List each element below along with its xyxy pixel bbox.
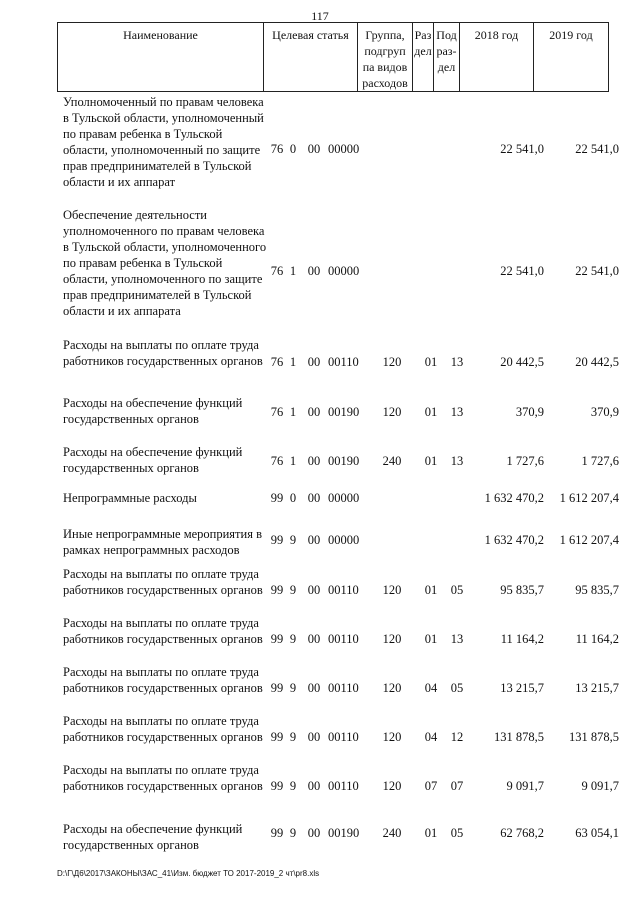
row-razdel: 01 xyxy=(424,405,438,419)
row-code-part-4: 00110 xyxy=(328,632,359,646)
row-razdel: 01 xyxy=(424,632,438,646)
row-value-2019: 22 541,0 xyxy=(575,264,619,278)
row-value-2018: 22 541,0 xyxy=(500,142,544,156)
row-value-2019: 20 442,5 xyxy=(575,355,619,369)
row-value-2018: 1 727,6 xyxy=(506,454,544,468)
row-value-2019: 1 612 207,4 xyxy=(559,533,619,547)
row-name: Расходы на выплаты по оплате труда работников государственных органов xyxy=(63,616,263,646)
page-number: 117 xyxy=(311,9,329,23)
header-razdel-line: дел xyxy=(414,44,432,58)
row-podrazdel: 12 xyxy=(450,730,464,744)
row-value-2019: 13 215,7 xyxy=(575,681,619,695)
row-razdel: 04 xyxy=(424,730,438,744)
table-header xyxy=(57,22,609,92)
row-code-part-4: 00000 xyxy=(328,491,360,505)
row-code-part-3: 00 xyxy=(307,405,321,419)
row-code-part-2: 9 xyxy=(289,632,297,646)
row-name: Иные непрограммные мероприятия в рамках непрограммных расходов xyxy=(63,527,262,557)
row-code-part-1: 99 xyxy=(270,632,284,646)
row-value-2018: 95 835,7 xyxy=(500,583,544,597)
header-podrazdel xyxy=(434,23,460,92)
row-name: Расходы на обеспечение функций государственных органов xyxy=(63,822,243,852)
row-name: Расходы на обеспечение функций государственных органов xyxy=(63,396,243,426)
row-group: 120 xyxy=(382,779,402,793)
file-path-footer: D:\Г\Д6\2017\ЗАКОНЫ\ЗАС_41\Изм. бюджет ТО 2017-2019_2 чт\pr8.xls xyxy=(57,869,320,878)
header-podrazdel-line: раз- xyxy=(436,44,457,58)
row-name: Непрограммные расходы xyxy=(63,491,197,505)
header-target-article: Целевая статья xyxy=(264,23,358,92)
row-code-part-2: 0 xyxy=(289,491,297,505)
row-value-2018: 1 632 470,2 xyxy=(484,491,544,505)
row-code-part-4: 00110 xyxy=(328,730,359,744)
row-code-part-3: 00 xyxy=(307,583,321,597)
row-name: Обеспечение деятельности уполномоченного по правам человека в Тульской области, уполномоченного по правам ребенка в Тульской области, уполномоченного по защите прав предпринимателей в Тульской области и их аппарата xyxy=(63,208,267,318)
row-podrazdel: 07 xyxy=(450,779,464,793)
row-value-2018: 9 091,7 xyxy=(506,779,544,793)
row-code-part-4: 00190 xyxy=(328,454,360,468)
header-group-line: па видов xyxy=(362,60,408,74)
row-value-2019: 9 091,7 xyxy=(581,779,619,793)
header-group-line: Группа, xyxy=(365,28,405,42)
row-value-2018: 20 442,5 xyxy=(500,355,544,369)
row-razdel: 01 xyxy=(424,355,438,369)
row-value-2018: 22 541,0 xyxy=(500,264,544,278)
header-podrazdel-line: дел xyxy=(437,60,456,74)
row-code-part-4: 00110 xyxy=(328,355,359,369)
header-name: Наименование xyxy=(58,23,264,92)
row-value-2019: 1 612 207,4 xyxy=(559,491,619,505)
row-code-part-2: 9 xyxy=(289,681,297,695)
row-code-part-3: 00 xyxy=(307,355,321,369)
row-code-part-4: 00000 xyxy=(328,533,360,547)
row-value-2019: 95 835,7 xyxy=(575,583,619,597)
row-name: Расходы на выплаты по оплате труда работников государственных органов xyxy=(63,338,263,368)
row-podrazdel: 13 xyxy=(450,454,464,468)
row-code-part-1: 76 xyxy=(270,264,284,278)
row-group: 240 xyxy=(382,454,402,468)
row-code-part-4: 00000 xyxy=(328,142,360,156)
row-razdel: 04 xyxy=(424,681,438,695)
row-value-2018: 62 768,2 xyxy=(500,826,544,840)
row-code-part-2: 9 xyxy=(289,779,297,793)
row-podrazdel: 05 xyxy=(450,583,464,597)
row-name: Расходы на обеспечение функций государственных органов xyxy=(63,445,243,475)
row-code-part-1: 76 xyxy=(270,355,284,369)
row-code-part-3: 00 xyxy=(307,681,321,695)
row-code-part-2: 1 xyxy=(289,454,297,468)
row-group: 120 xyxy=(382,632,402,646)
row-podrazdel: 13 xyxy=(450,355,464,369)
row-code-part-3: 00 xyxy=(307,264,321,278)
row-group: 120 xyxy=(382,355,402,369)
row-code-part-1: 99 xyxy=(270,681,284,695)
row-group: 120 xyxy=(382,583,402,597)
row-code-part-2: 0 xyxy=(289,142,297,156)
row-value-2019: 370,9 xyxy=(590,405,619,419)
row-name: Расходы на выплаты по оплате труда работников государственных органов xyxy=(63,665,263,695)
row-name: Расходы на выплаты по оплате труда работников государственных органов xyxy=(63,763,263,793)
row-code-part-3: 00 xyxy=(307,142,321,156)
row-value-2019: 22 541,0 xyxy=(575,142,619,156)
row-code-part-4: 00110 xyxy=(328,681,359,695)
row-code-part-4: 00190 xyxy=(328,826,360,840)
row-code-part-1: 99 xyxy=(270,491,284,505)
row-value-2018: 13 215,7 xyxy=(500,681,544,695)
row-group: 120 xyxy=(382,405,402,419)
row-razdel: 01 xyxy=(424,826,438,840)
header-year-2018: 2018 год xyxy=(460,23,534,92)
header-razdel-line: Раз xyxy=(414,28,432,42)
header-year-2019: 2019 год xyxy=(534,23,609,92)
row-code-part-2: 9 xyxy=(289,826,297,840)
row-value-2019: 131 878,5 xyxy=(569,730,619,744)
row-code-part-4: 00000 xyxy=(328,264,360,278)
header-group xyxy=(358,23,413,92)
header-group-line: расходов xyxy=(362,76,408,90)
row-code-part-2: 9 xyxy=(289,730,297,744)
row-code-part-1: 99 xyxy=(270,779,284,793)
row-razdel: 01 xyxy=(424,454,438,468)
row-code-part-4: 00110 xyxy=(328,583,359,597)
row-name: Расходы на выплаты по оплате труда работников государственных органов xyxy=(63,714,263,744)
row-code-part-3: 00 xyxy=(307,779,321,793)
row-name: Расходы на выплаты по оплате труда работников государственных органов xyxy=(63,567,263,597)
row-code-part-3: 00 xyxy=(307,826,321,840)
row-code-part-1: 99 xyxy=(270,730,284,744)
row-code-part-4: 00190 xyxy=(328,405,360,419)
row-value-2018: 11 164,2 xyxy=(500,632,544,646)
row-value-2018: 370,9 xyxy=(515,405,544,419)
header-razdel xyxy=(413,23,434,92)
row-code-part-1: 76 xyxy=(270,405,284,419)
row-podrazdel: 13 xyxy=(450,632,464,646)
row-value-2019: 1 727,6 xyxy=(581,454,619,468)
row-code-part-1: 99 xyxy=(270,826,284,840)
row-podrazdel: 05 xyxy=(450,681,464,695)
row-razdel: 07 xyxy=(424,779,438,793)
row-code-part-2: 1 xyxy=(289,355,297,369)
row-code-part-3: 00 xyxy=(307,454,321,468)
row-podrazdel: 13 xyxy=(450,405,464,419)
row-podrazdel: 05 xyxy=(450,826,464,840)
row-code-part-4: 00110 xyxy=(328,779,359,793)
row-razdel: 01 xyxy=(424,583,438,597)
row-code-part-2: 9 xyxy=(289,533,297,547)
row-value-2018: 131 878,5 xyxy=(494,730,544,744)
row-name: Уполномоченный по правам человека в Тульской области, уполномоченный по правам ребенка в Тульской области, уполномоченный по защите прав предпринимателей в Тульской области и их аппарат xyxy=(63,95,264,189)
row-code-part-3: 00 xyxy=(307,533,321,547)
row-code-part-3: 00 xyxy=(307,491,321,505)
row-value-2019: 11 164,2 xyxy=(575,632,619,646)
row-code-part-3: 00 xyxy=(307,730,321,744)
row-group: 240 xyxy=(382,826,402,840)
row-code-part-3: 00 xyxy=(307,632,321,646)
header-group-line: подгруп xyxy=(364,44,406,58)
row-value-2018: 1 632 470,2 xyxy=(484,533,544,547)
row-code-part-1: 99 xyxy=(270,583,284,597)
header-podrazdel-line: Под xyxy=(436,28,457,42)
row-code-part-1: 99 xyxy=(270,533,284,547)
row-code-part-1: 76 xyxy=(270,454,284,468)
row-code-part-2: 1 xyxy=(289,405,297,419)
row-group: 120 xyxy=(382,681,402,695)
row-value-2019: 63 054,1 xyxy=(575,826,619,840)
row-code-part-2: 9 xyxy=(289,583,297,597)
row-group: 120 xyxy=(382,730,402,744)
row-code-part-2: 1 xyxy=(289,264,297,278)
row-code-part-1: 76 xyxy=(270,142,284,156)
